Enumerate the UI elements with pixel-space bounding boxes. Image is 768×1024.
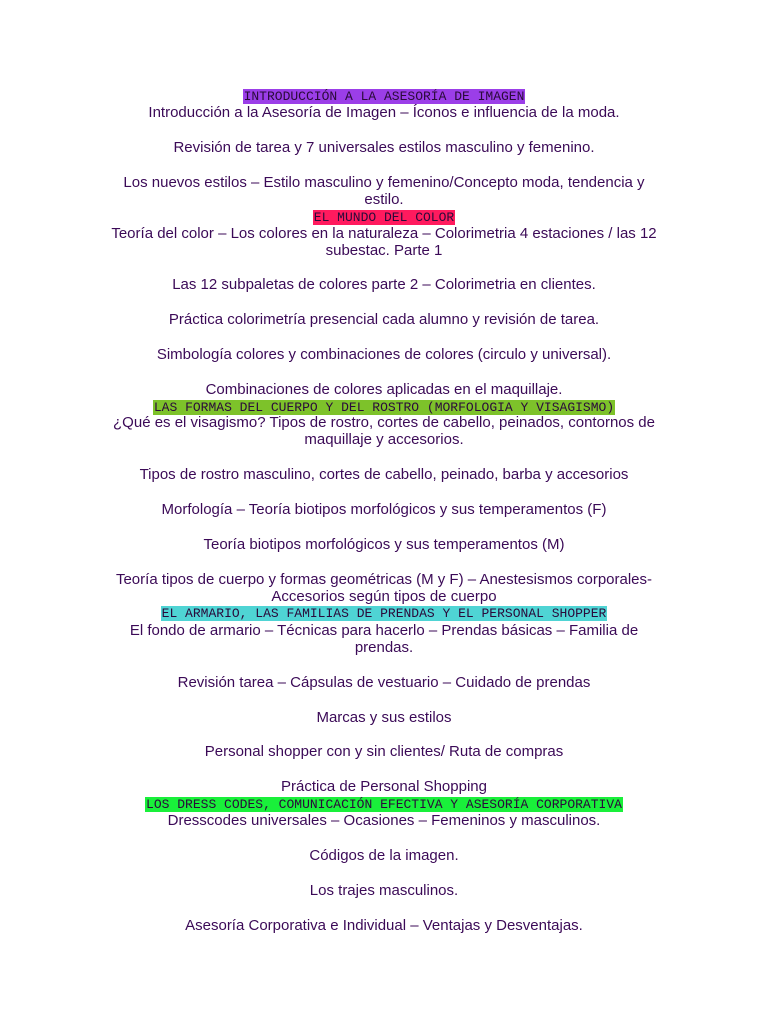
agenda-item: Marcas y sus estilos — [316, 709, 452, 726]
agenda-item: Dresscodes universales – Ocasiones – Femeninos y masculinos. — [167, 812, 601, 829]
section-heading-intro: INTRODUCCIÓN A LA ASESORÍA DE IMAGEN — [243, 89, 525, 104]
agenda-item: Morfología – Teoría biotipos morfológicos y sus temperamentos (F) — [161, 501, 607, 518]
agenda-item: Los nuevos estilos – Estilo masculino y femenino/Concepto moda, tendencia y estilo. — [123, 174, 645, 208]
agenda-item: ¿Qué es el visagismo? Tipos de rostro, cortes de cabello, peinados, contornos de maquillaje y accesorios. — [113, 414, 655, 448]
section-heading-armario: EL ARMARIO, LAS FAMILIAS DE PRENDAS Y EL PERSONAL SHOPPER — [161, 606, 607, 621]
section-heading-color: EL MUNDO DEL COLOR — [313, 210, 455, 225]
agenda-item: Revisión de tarea y 7 universales estilos masculino y femenino. — [173, 139, 595, 156]
section-heading-wrap — [0, 796, 768, 813]
agenda-item: Códigos de la imagen. — [309, 847, 459, 864]
agenda-item: Asesoría Corporativa e Individual – Ventajas y Desventajas. — [185, 917, 583, 934]
agenda-item: Teoría del color – Los colores en la naturaleza – Colorimetria 4 estaciones / las 12 subestac. Parte 1 — [111, 225, 657, 259]
agenda-item: El fondo de armario – Técnicas para hacerlo – Prendas básicas – Familia de prendas. — [129, 622, 639, 656]
agenda-item: Combinaciones de colores aplicadas en el maquillaje. — [205, 381, 563, 398]
section-heading-morfologia: LAS FORMAS DEL CUERPO Y DEL ROSTRO (MORFOLOGIA Y VISAGISMO) — [153, 400, 615, 415]
agenda-item: Teoría tipos de cuerpo y formas geométricas (M y F) – Anestesismos corporales- Accesorios según tipos de cuerpo — [115, 571, 653, 605]
section-heading-dress-codes: LOS DRESS CODES, COMUNICACIÓN EFECTIVA Y ASESORÍA CORPORATIVA — [146, 797, 622, 812]
agenda-item: Personal shopper con y sin clientes/ Ruta de compras — [204, 743, 564, 760]
agenda-item: Simbología colores y combinaciones de colores (circulo y universal). — [156, 346, 612, 363]
agenda-item: Las 12 subpaletas de colores parte 2 – Colorimetria en clientes. — [172, 276, 596, 293]
section-heading-wrap — [0, 88, 768, 105]
section-heading-wrap — [0, 605, 768, 622]
agenda-item: Práctica colorimetría presencial cada alumno y revisión de tarea. — [168, 311, 600, 328]
agenda-item: Práctica de Personal Shopping — [281, 778, 487, 795]
agenda-item: Revisión tarea – Cápsulas de vestuario – Cuidado de prendas — [177, 674, 591, 691]
agenda-item: Teoría biotipos morfológicos y sus temperamentos (M) — [203, 536, 565, 553]
section-heading-wrap — [0, 209, 768, 226]
agenda-item: Los trajes masculinos. — [309, 882, 459, 899]
agenda-item: Tipos de rostro masculino, cortes de cabello, peinado, barba y accesorios — [139, 466, 629, 483]
agenda-item: Introducción a la Asesoría de Imagen – Íconos e influencia de la moda. — [148, 104, 620, 121]
